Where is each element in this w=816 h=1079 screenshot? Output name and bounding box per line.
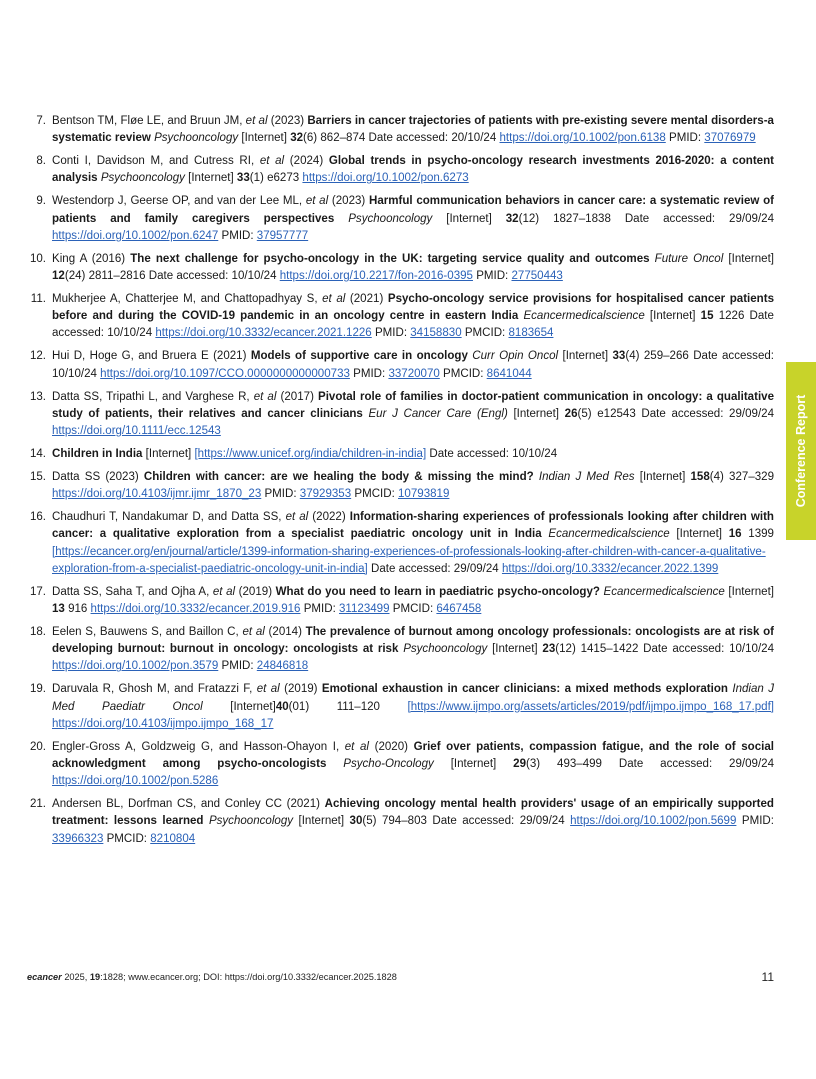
reference-etal: et al [256, 683, 280, 696]
reference-year: (2019) [238, 585, 273, 598]
reference-accessed: Date accessed: 29/09/24 [641, 407, 775, 420]
reference-item [24, 291, 774, 343]
reference-item [24, 681, 774, 733]
reference-pmid-link[interactable]: 27750443 [511, 270, 563, 283]
reference-pmcid-link[interactable]: 8641044 [486, 367, 532, 380]
reference-internet: [Internet] [562, 350, 609, 363]
reference-item [24, 584, 774, 618]
reference-volume: 33 [612, 350, 626, 363]
reference-authors: Daruvala R, Ghosh M, and Fratazzi F, [52, 683, 253, 696]
reference-pmid-link[interactable]: 33966323 [52, 832, 104, 845]
reference-text [52, 251, 774, 285]
footer-brand: ecancer [27, 972, 62, 982]
reference-authors: King A (2016) [52, 252, 126, 265]
reference-pmid-link[interactable]: 37076979 [704, 132, 756, 145]
reference-issue-pages: 1226 [718, 310, 745, 323]
reference-doi-link[interactable]: https://doi.org/10.1002/pon.5286 [52, 775, 219, 788]
reference-issue-pages: (4) 327–329 [709, 471, 775, 484]
reference-item [24, 153, 774, 187]
reference-number: 12. [29, 350, 46, 363]
reference-issue-pages: (12) 1415–1422 [555, 643, 639, 656]
footer-rest: :1828; www.ecancer.org; DOI: https://doi.org/10.3332/ecancer.2025.1828 [100, 972, 397, 982]
reference-pmid-link[interactable]: 34158830 [410, 327, 462, 340]
reference-journal: Psychooncology [403, 643, 488, 656]
reference-year: (2021) [349, 293, 384, 306]
reference-etal: et al [344, 740, 369, 753]
reference-pmid-link[interactable]: 33720070 [388, 367, 440, 380]
reference-year: (2024) [289, 155, 324, 168]
reference-doi-link[interactable]: https://doi.org/10.2217/fon-2016-0395 [279, 270, 473, 283]
reference-year: (2014) [268, 626, 302, 639]
reference-journal: Psychooncology [154, 132, 239, 145]
reference-year: (2023) [270, 115, 305, 127]
reference-title: Achieving oncology mental health providers' usage of an empirically supported treatment: lessons learned [52, 798, 774, 828]
reference-doi-link[interactable]: https://doi.org/10.1002/pon.6247 [52, 229, 219, 242]
reference-item [24, 509, 774, 578]
reference-text [52, 291, 774, 343]
reference-title: The next challenge for psycho-oncology in the UK: targeting service quality and outcomes [130, 252, 650, 265]
reference-doi-link[interactable]: https://doi.org/10.4103/ijmr.ijmr_1870_23 [52, 488, 262, 501]
reference-accessed: Date accessed: 10/10/24 [148, 270, 277, 283]
reference-accessed: Date accessed: 20/10/24 [368, 132, 497, 145]
reference-accessed: Date accessed: 10/10/24 [429, 448, 558, 461]
reference-number: 20. [29, 740, 46, 753]
reference-title: Barriers in cancer trajectories of patients with pre-existing severe mental disorders-a systematic review [52, 115, 774, 145]
reference-authors: Eelen S, Bauwens S, and Baillon C, [52, 626, 239, 639]
reference-internet: [Internet] [446, 212, 492, 225]
reference-issue-pages: (3) 493–499 [526, 758, 602, 771]
reference-number: 21. [29, 798, 46, 811]
reference-year: (2017) [280, 390, 314, 403]
reference-doi-link[interactable]: https://doi.org/10.1002/pon.5699 [570, 815, 737, 828]
reference-item [24, 796, 774, 848]
reference-title: Pivotal role of families in doctor-patient communication in oncology: a qualitative study of patients, their relatives and cancer clinicians [52, 390, 774, 420]
reference-accessed: Date accessed: 10/10/24 [52, 350, 774, 380]
reference-pmid-label: PMID: [374, 327, 408, 340]
reference-text [52, 469, 774, 503]
reference-text [52, 796, 774, 848]
reference-pmid-label: PMID: [221, 229, 254, 242]
reference-doi-link[interactable]: https://doi.org/10.3332/ecancer.2019.916 [90, 603, 301, 616]
reference-title: Global trends in psycho-oncology research investments 2016-2020: a content analysis [52, 155, 774, 185]
reference-etal: et al [259, 155, 285, 168]
reference-pmid-label: PMID: [264, 488, 297, 501]
reference-number: 7. [36, 115, 46, 127]
reference-issue-pages: (4) 259–266 [625, 350, 689, 363]
reference-internet: [Internet] [649, 310, 696, 323]
reference-text [52, 624, 774, 676]
reference-etal: et al [242, 626, 265, 639]
reference-journal: Eur J Cancer Care (Engl) [368, 407, 508, 420]
reference-accessed: Date accessed: 29/09/24 [624, 212, 774, 225]
reference-etal: et al [322, 293, 346, 306]
reference-accessed: Date accessed: 29/09/24 [370, 562, 499, 575]
reference-doi-link[interactable]: https://doi.org/10.3332/ecancer.2022.1399 [501, 562, 719, 575]
reference-volume: 40 [275, 700, 289, 713]
reference-pmid-link[interactable]: 37957777 [256, 229, 309, 242]
reference-pmid-label: PMID: [353, 367, 386, 380]
reference-text [52, 681, 774, 733]
reference-volume: 23 [542, 643, 556, 656]
reference-internet: [Internet] [492, 643, 538, 656]
reference-journal: Ecancermedicalscience [523, 310, 645, 323]
reference-text [52, 584, 774, 618]
reference-internet: [Internet] [639, 471, 686, 484]
reference-number: 15. [29, 471, 46, 484]
reference-journal: Indian J Med Res [538, 471, 635, 484]
reference-etal: et al [245, 115, 268, 127]
reference-volume: 32 [290, 132, 304, 145]
reference-year: (2023) [331, 195, 366, 208]
reference-issue-pages: (5) 794–803 [362, 815, 427, 828]
reference-journal: Indian J Med Paediatr Oncol [52, 683, 775, 713]
reference-title: The prevalence of burnout among oncology professionals: oncologists are at risk of developing burnout: burnout in oncology: oncologists at risk [52, 626, 775, 656]
reference-volume: 12 [52, 270, 65, 283]
reference-title: Psycho-oncology service provisions for hospitalised cancer patients before and during the COVID-19 pandemic in an oncology centre in eastern India [52, 293, 774, 323]
reference-issue-pages: 1399 [748, 528, 774, 541]
reference-issue-pages: (12) 1827–1838 [518, 212, 611, 225]
reference-text [52, 153, 774, 187]
reference-year: (2020) [374, 740, 408, 753]
reference-pmid-label: PMID: [741, 815, 774, 828]
reference-pmid-link[interactable]: 24846818 [256, 660, 309, 673]
reference-text [52, 389, 774, 441]
reference-pmid-label: PMID: [221, 660, 254, 673]
reference-doi-link[interactable]: https://doi.org/10.3332/ecancer.2021.1226 [155, 327, 372, 340]
reference-authors: Bentson TM, Fløe LE, and Bruun JM, [52, 115, 243, 127]
reference-internet: [Internet] [676, 528, 722, 541]
reference-doi-link[interactable]: https://doi.org/10.1002/pon.3579 [52, 660, 219, 673]
reference-internet: [Internet] [728, 585, 774, 598]
reference-text [52, 193, 774, 245]
footer-volume: 19 [89, 972, 101, 982]
footer-citation: 2025, [64, 972, 90, 982]
reference-journal: Psychooncology [100, 172, 185, 185]
reference-internet: [Internet] [230, 700, 276, 713]
reference-accessed: Date accessed: 10/10/24 [643, 643, 775, 656]
reference-text [52, 348, 774, 382]
reference-pmid-link[interactable]: 37929353 [299, 488, 352, 501]
reference-number: 14. [29, 448, 46, 461]
reference-pmcid-label: PMCID: [464, 327, 506, 340]
reference-item [24, 193, 774, 245]
reference-doi-link[interactable]: https://doi.org/10.1097/CCO.0000000000000733 [100, 367, 350, 380]
reference-volume: 32 [505, 212, 519, 225]
reference-issue-pages: (1) e6273 [249, 172, 300, 185]
page-footer [27, 972, 397, 982]
reference-authors: Hui D, Hoge G, and Bruera E (2021) [52, 350, 247, 363]
reference-title: Children in India [52, 448, 143, 461]
reference-issue-pages: 916 [68, 603, 88, 616]
reference-issue-pages: (01) 111–120 [288, 700, 380, 713]
reference-pmid-label: PMID: [303, 603, 336, 616]
reference-etal: et al [253, 390, 277, 403]
reference-item [24, 739, 774, 791]
reference-number: 11. [30, 293, 46, 306]
reference-title: Grief over patients, compassion fatigue, and the role of social acknowledgment among psycho-oncologists [52, 740, 774, 771]
reference-authors: Datta SS, Saha T, and Ojha A, [52, 585, 210, 598]
reference-etal: et al [305, 195, 329, 208]
reference-doi-link[interactable]: https://doi.org/10.4103/ijmpo.ijmpo_168_17 [52, 717, 274, 730]
reference-pmcid-label: PMCID: [392, 603, 434, 616]
conference-report-label: Conference Report [794, 394, 808, 508]
reference-authors: Mukherjee A, Chatterjee M, and Chattopadhyay S, [52, 293, 318, 306]
reference-internet: [Internet] [450, 758, 497, 771]
reference-year: (2019) [284, 683, 318, 696]
reference-internet: [Internet] [513, 407, 560, 420]
reference-pmid-label: PMID: [669, 132, 702, 145]
reference-pmcid-label: PMCID: [354, 488, 395, 501]
reference-title: Models of supportive care in oncology [250, 350, 468, 363]
reference-doi-link[interactable]: https://doi.org/10.1002/pon.6273 [302, 172, 469, 185]
reference-etal: et al [212, 585, 236, 598]
reference-pmcid-link[interactable]: 8210804 [150, 832, 196, 845]
reference-item [24, 348, 774, 382]
reference-issue-pages: (6) 862–874 [303, 132, 366, 145]
reference-item [24, 446, 774, 463]
reference-year: (2022) [312, 511, 346, 524]
reference-journal: Curr Opin Oncol [472, 350, 559, 363]
reference-volume: 16 [728, 528, 742, 541]
reference-authors: Engler-Gross A, Goldzweig G, and Hasson-Ohayon I, [52, 740, 340, 753]
reference-internet: [Internet] [145, 448, 192, 461]
reference-authors: Datta SS (2023) [52, 471, 139, 484]
reference-volume: 26 [564, 407, 578, 420]
reference-volume: 33 [236, 172, 250, 185]
reference-volume: 158 [690, 471, 710, 484]
reference-journal: Ecancermedicalscience [603, 585, 725, 598]
reference-authors: Conti I, Davidson M, and Cutress RI, [52, 155, 255, 168]
reference-pmcid-link[interactable]: 10793819 [398, 488, 450, 501]
reference-authors: Chaudhuri T, Nandakumar D, and Datta SS, [52, 511, 282, 524]
reference-text [52, 509, 774, 578]
reference-pmid-label: PMID: [476, 270, 509, 283]
reference-volume: 15 [700, 310, 714, 323]
reference-internet: [Internet] [241, 132, 287, 145]
reference-internet: [Internet] [188, 172, 234, 185]
reference-volume: 29 [513, 758, 527, 771]
reference-journal: Psychooncology [348, 212, 433, 225]
reference-doi-link[interactable]: https://doi.org/10.1111/ecc.12543 [52, 425, 221, 438]
reference-pmcid-label: PMCID: [106, 832, 148, 845]
reference-title: Children with cancer: are we healing the body & missing the mind? [143, 471, 534, 484]
reference-text [52, 113, 774, 147]
reference-item [24, 251, 774, 285]
reference-journal: Psychooncology [208, 815, 294, 828]
reference-url-link[interactable]: [https://www.unicef.org/india/children-in-india] [194, 448, 427, 461]
reference-number: 8. [36, 155, 46, 168]
reference-number: 10. [29, 252, 46, 265]
reference-number: 18. [29, 626, 46, 639]
reference-pmcid-link[interactable]: 6467458 [436, 603, 482, 616]
reference-authors: Westendorp J, Geerse OP, and van der Lee ML, [52, 195, 303, 208]
reference-journal: Psycho-Oncology [343, 758, 434, 771]
reference-pmid-link[interactable]: 31123499 [339, 603, 390, 616]
reference-number: 17. [29, 585, 46, 598]
reference-doi-link[interactable]: https://doi.org/10.1002/pon.6138 [499, 132, 666, 145]
reference-etal: et al [285, 511, 309, 524]
reference-accessed: Date accessed: 29/09/24 [618, 758, 775, 771]
reference-text [52, 739, 774, 791]
reference-authors: Datta SS, Tripathi L, and Varghese R, [52, 390, 250, 403]
reference-number: 19. [29, 683, 46, 696]
reference-url-link[interactable]: [https://ecancer.org/en/journal/article/1399-information-sharing-experiences-of-professionals-looking-after-children-with-cancer-a-qualitative-exploration-from-a-specialist-paediatric-oncology-unit-in-india] [52, 545, 766, 575]
reference-number: 9. [36, 195, 46, 208]
reference-internet: [Internet] [298, 815, 345, 828]
reference-title: Emotional exhaustion in cancer clinicians: a mixed methods exploration [321, 683, 728, 696]
reference-item [24, 389, 774, 441]
reference-text [52, 446, 774, 463]
reference-issue-pages: (5) e12543 [577, 407, 636, 420]
reference-title: Information-sharing experiences of professionals looking after children with cancer: a qualitative exploration from a specialist paediatric oncology unit in India [52, 511, 774, 541]
reference-journal: Ecancermedicalscience [548, 528, 670, 541]
reference-url-link[interactable]: [https://www.ijmpo.org/assets/articles/2019/pdf/ijmpo.ijmpo_168_17.pdf] [407, 700, 774, 713]
page-number: 11 [761, 970, 774, 984]
conference-report-tab [786, 362, 816, 540]
reference-issue-pages: (24) 2811–2816 [64, 270, 146, 283]
reference-accessed: Date accessed: 10/10/24 [52, 310, 774, 340]
reference-internet: [Internet] [728, 252, 774, 265]
reference-title: What do you need to learn in paediatric psycho-oncology? [275, 585, 600, 598]
reference-pmcid-label: PMCID: [443, 367, 484, 380]
reference-title: Harmful communication behaviors in cancer care: a systematic review of patients and family caregivers perspectives [52, 195, 774, 225]
reference-item [24, 469, 774, 503]
reference-number: 16. [29, 511, 46, 524]
reference-accessed: Date accessed: 29/09/24 [432, 815, 565, 828]
reference-number: 13. [29, 390, 46, 403]
reference-volume: 30 [349, 815, 363, 828]
reference-item [24, 113, 774, 147]
reference-journal: Future Oncol [654, 252, 724, 265]
reference-pmcid-link[interactable]: 8183654 [508, 327, 554, 340]
reference-authors: Andersen BL, Dorfman CS, and Conley CC (2021) [52, 798, 320, 811]
reference-item [24, 624, 774, 676]
reference-list [24, 113, 774, 854]
reference-volume: 13 [52, 603, 65, 616]
